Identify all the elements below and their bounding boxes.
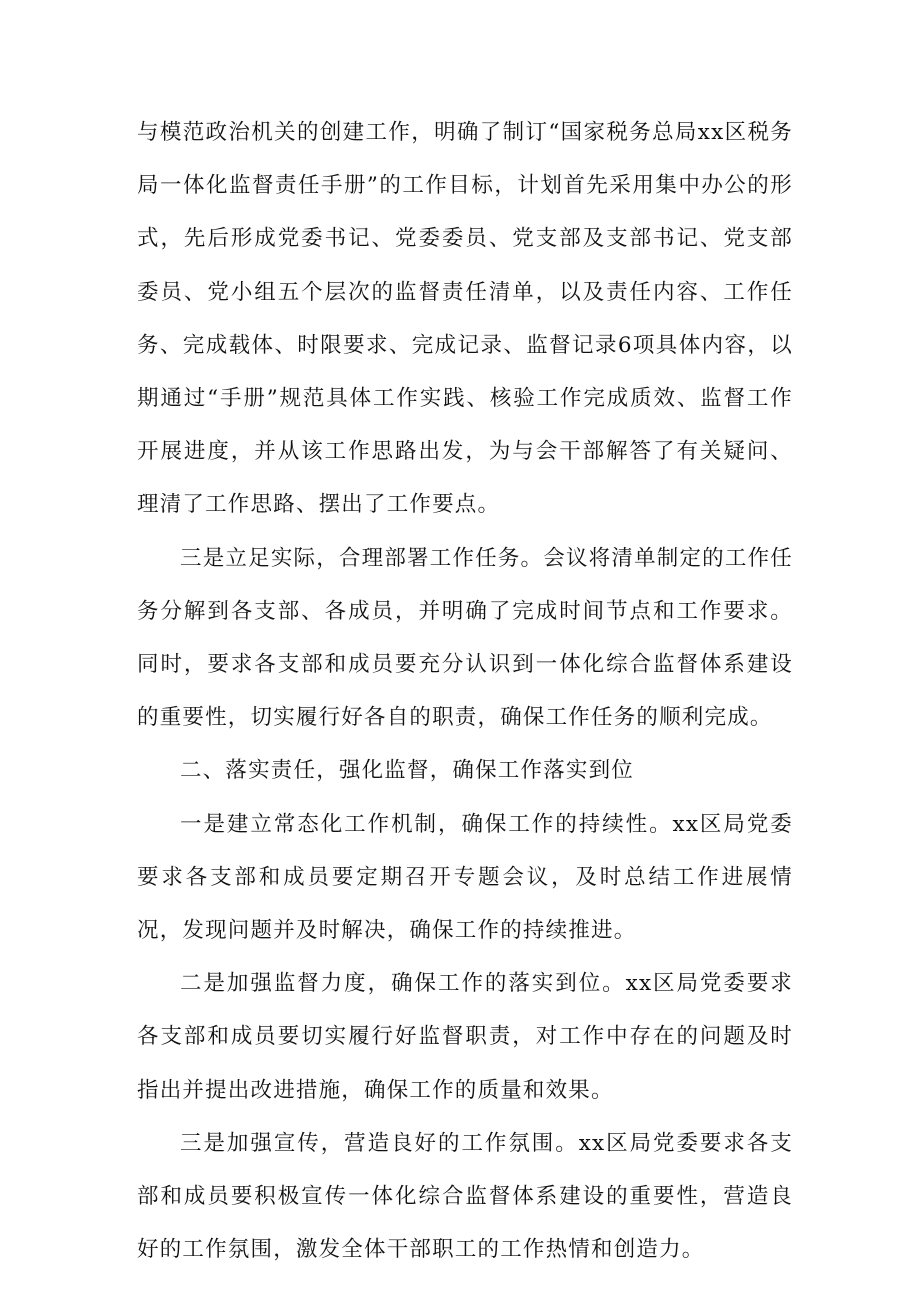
paragraph-point-one: 一是建立常态化工作机制，确保工作的持续性。xx区局党委要求各支部和成员要定期召开专题会议，及时总结工作进展情况，发现问题并及时解决，确保工作的持续推进。 (137, 811, 793, 944)
document-body (137, 106, 793, 1276)
paragraph-point-two: 二是加强监督力度，确保工作的落实到位。xx区局党委要求各支部和成员要切实履行好监督职责，对工作中存在的问题及时指出并提出改进措施，确保工作的质量和效果。 (137, 971, 793, 1103)
paragraph-continuation: 与模范政治机关的创建工作，明确了制订“国家税务总局xx区税务局一体化监督责任手册”的工作目标，计划首先采用集中办公的形式，先后形成党委书记、党委委员、党支部及支部书记、党支部委员、党小组五个层次的监督责任清单，以及责任内容、工作任务、完成载体、时限要求、完成记录、监督记录6项具体内容，以期通过“手册”规范具体工作实践、核验工作完成质效、监督工作开展进度，并从该工作思路出发，为与会干部解答了有关疑问、理清了工作思路、摆出了工作要点。 (137, 120, 793, 518)
paragraph-point-three: 三是立足实际，合理部署工作任务。会议将清单制定的工作任务分解到各支部、各成员，并明确了完成时间节点和工作要求。同时，要求各支部和成员要充分认识到一体化综合监督体系建设的重要性，切实履行好各自的职责，确保工作任务的顺利完成。 (137, 545, 793, 731)
section-heading-two: 二、落实责任，强化监督，确保工作落实到位 (180, 758, 635, 784)
paragraph-point-three-publicity: 三是加强宣传，营造良好的工作氛围。xx区局党委要求各支部和成员要积极宣传一体化综合监督体系建设的重要性，营造良好的工作氛围，激发全体干部职工的工作热情和创造力。 (137, 1130, 793, 1263)
